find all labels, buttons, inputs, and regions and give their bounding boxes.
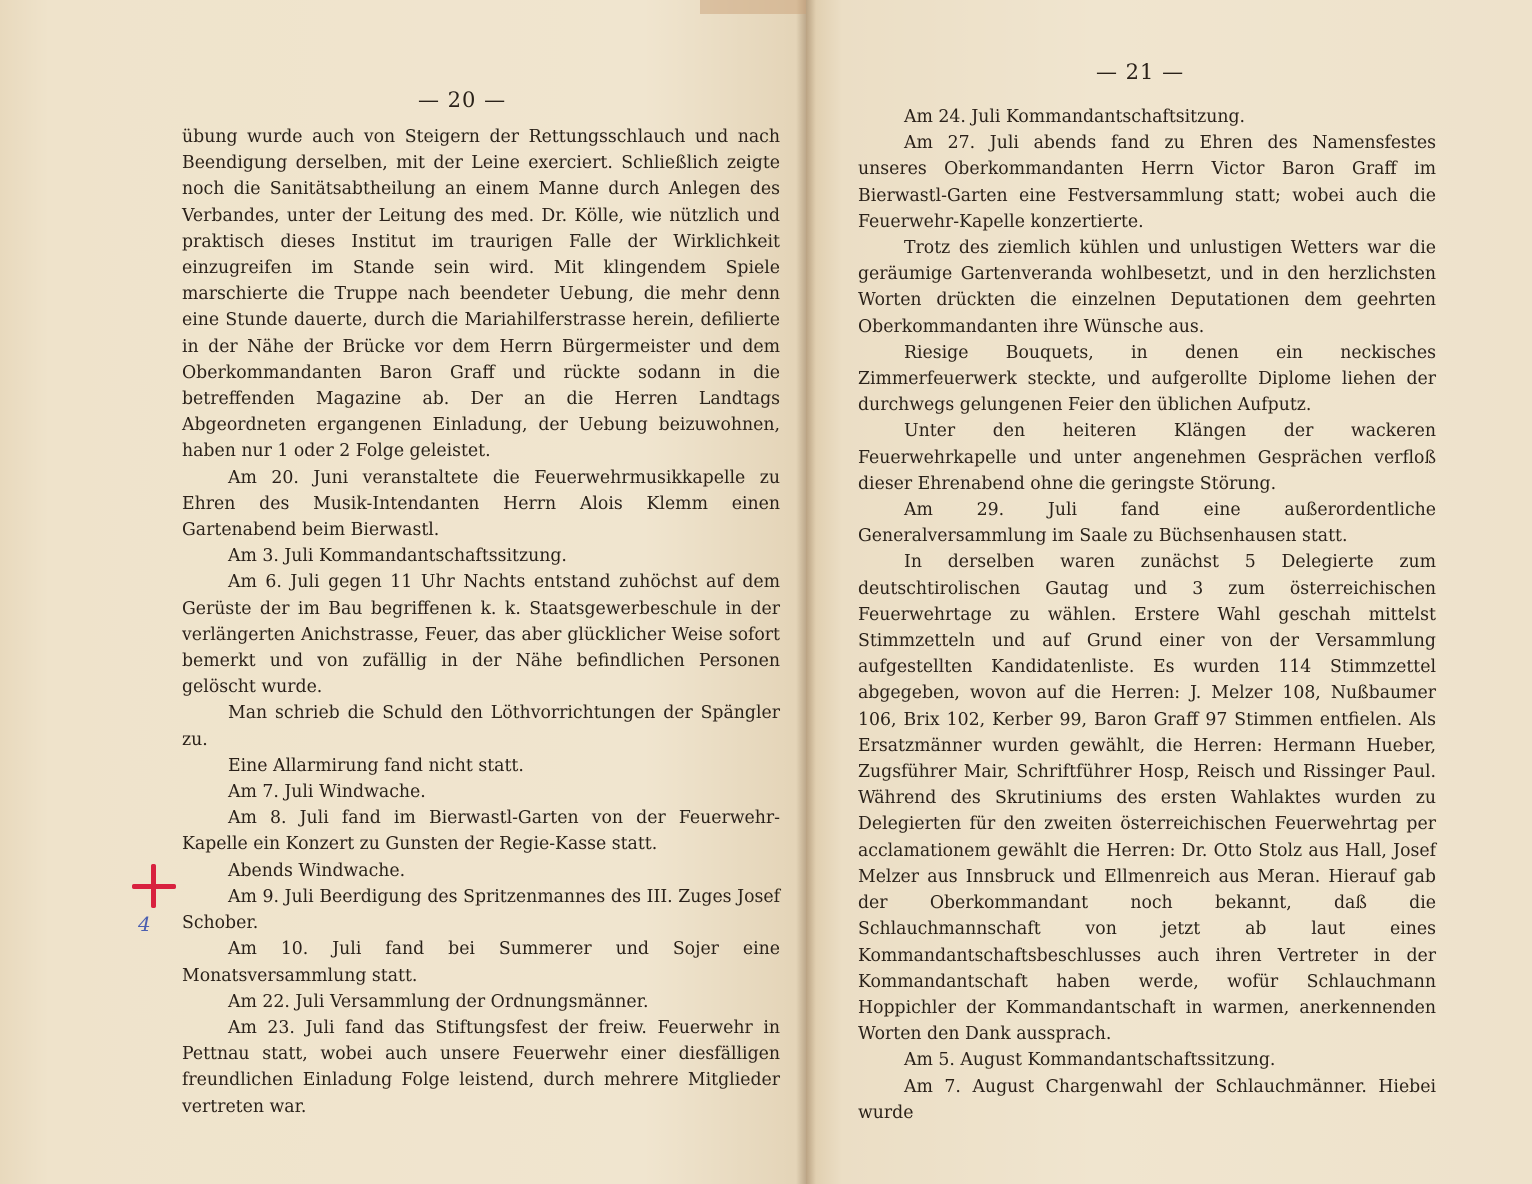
paragraph: Am 24. Juli Kommandantschaftsitzung.	[904, 107, 1246, 127]
page-text	[858, 104, 1436, 1126]
paragraph: Am 23. Juli fand das Stiftungsfest der freiw. Feuerwehr in Pettnau statt, wobei auch unsere Feuerwehr einer diesfälligen freundlichen Einladung Folge leistend, durch mehrere Mitglieder vertreten war.	[182, 1017, 780, 1117]
red-cross-annotation	[132, 864, 176, 908]
paragraph: Am 27. Juli abends fand zu Ehren des Namensfestes unseres Oberkommandanten Herrn Victor Baron Graff im Bierwastl-Garten eine Festversammlung statt; wobei auch die Feuerwehr-Kapelle konzertierte.	[858, 133, 1436, 232]
paragraph: Am 20. Juni veranstaltete die Feuerwehrmusikkapelle zu Ehren des Musik-Intendanten Herrn Alois Klemm einen Gartenabend beim Bierwastl.	[182, 467, 780, 541]
page-number: — 21 —	[1096, 60, 1185, 84]
paragraph: Am 8. Juli fand im Bierwastl-Garten von der Feuerwehr-Kapelle ein Konzert zu Gunsten der Regie-Kasse statt.	[182, 808, 780, 855]
paragraph: Trotz des ziemlich kühlen und unlustigen Wetters war die geräumige Gartenveranda wohlbesetzt, und in den herzlichsten Worten drückten die einzelnen Deputationen dem geehrten Oberkommandanten ihre Wünsche aus.	[858, 238, 1436, 337]
page-number: — 20 —	[418, 88, 507, 112]
page-text	[182, 124, 780, 1120]
paragraph: Am 5. August Kommandantschaftssitzung.	[904, 1050, 1276, 1071]
paragraph: Man schrieb die Schuld den Löthvorrichtungen der Spängler zu.	[182, 703, 780, 750]
paragraph: Riesige Bouquets, in denen ein neckisches Zimmerfeuerwerk steckte, und aufgerollte Diplome liehen der durchwegs gelungenen Feier den üblichen Aufputz.	[858, 342, 1436, 416]
paragraph: Am 3. Juli Kommandantschaftssitzung.	[228, 546, 567, 567]
paragraph: Am 10. Juli fand bei Summerer und Sojer eine Monatsversammlung statt.	[182, 939, 780, 986]
paragraph: Am 29. Juli fand eine außerordentliche Generalversammlung im Saale zu Büchsenhausen statt.	[858, 500, 1436, 547]
paper-stain	[700, 0, 806, 14]
right-page	[806, 0, 1532, 1184]
paragraph: Am 7. August Chargenwahl der Schlauchmänner. Hiebei wurde	[858, 1076, 1436, 1123]
paragraph: übung wurde auch von Steigern der Rettungsschlauch und nach Beendigung derselben, mit der Leine exerciert. Schließlich zeigte noch die Sanitätsabtheilung an einem Manne durch Anlegen des Verbandes, unter der Leitung des med. Dr. Kölle, wie nützlich und praktisch dieses Institut im traurigen Falle der Wirklichkeit einzugreifen im Stande sein wird. Mit klingendem Spiele marschierte die Truppe nach beendeter Uebung, die mehr denn eine Stunde dauerte, durch die Mariahilferstrasse herein, defilierte in der Nähe der Brücke vor dem Herrn Bürgermeister und dem Oberkommandanten Baron Graff und rückte sodann in die betreffenden Magazine ab. Der an die Herren Landtags Abgeordneten ergangenen Einladung, der Uebung beizuwohnen, haben nur 1 oder 2 Folge geleistet.	[182, 127, 780, 462]
paragraph: Am 6. Juli gegen 11 Uhr Nachts entstand zuhöchst auf dem Gerüste der im Bau begriffenen k. k. Staatsgewerbeschule in der verlängerten Anichstrasse, Feuer, das aber glücklicher Weise sofort bemerkt und von zufällig in der Nähe befindlichen Personen gelöscht wurde.	[182, 572, 780, 698]
paragraph: Am 22. Juli Versammlung der Ordnungsmänner.	[228, 991, 649, 1012]
paragraph: Am 7. Juli Windwache.	[228, 782, 426, 803]
book-gutter	[796, 0, 816, 1184]
paragraph: Abends Windwache.	[228, 860, 406, 881]
handwritten-mark: 4	[138, 912, 151, 936]
paragraph: In derselben waren zunächst 5 Delegierte zum deutschtirolischen Gautag und 3 zum österreichischen Feuerwehrtage zu wählen. Erstere Wahl geschah mittelst Stimmzetteln und auf Grund einer von der Versammlung aufgestellten Kandidatenliste. Es wurden 114 Stimmzettel abgegeben, wovon auf die Herren: J. Melzer 108, Nußbaumer 106, Brix 102, Kerber 99, Baron Graff 97 Stimmen entfielen. Als Ersatzmänner wurden gewählt, die Herren: Hermann Hueber, Zugsführer Mair, Schriftführer Hosp, Reisch und Rissinger Paul. Während des Skrutiniums des ersten Wahlaktes wurden zu Delegierten für den zweiten österreichischen Feuerwehrtag per acclamationem gewählt die Herren: Dr. Otto Stolz aus Hall, Josef Melzer aus Innsbruck und Ellmenreich aus Meran. Hierauf gab der Oberkommandant noch bekannt, daß die Schlauchmannschaft von jetzt ab laut eines Kommandantschaftsbeschlusses auch ihren Vertreter in der Kommandantschaft haben werde, wofür Schlauchmann Hoppichler der Kommandantschaft in warmen, anerkennenden Worten den Dank aussprach.	[858, 552, 1436, 1045]
paragraph: Eine Allarmirung fand nicht statt.	[228, 755, 524, 776]
paragraph: Am 9. Juli Beerdigung des Spritzenmannes des III. Zuges Josef Schober.	[182, 886, 780, 934]
paragraph: Unter den heiteren Klängen der wackeren Feuerwehrkapelle und unter angenehmen Gesprächen verfloß dieser Ehrenabend ohne die geringste Störung.	[858, 421, 1436, 494]
